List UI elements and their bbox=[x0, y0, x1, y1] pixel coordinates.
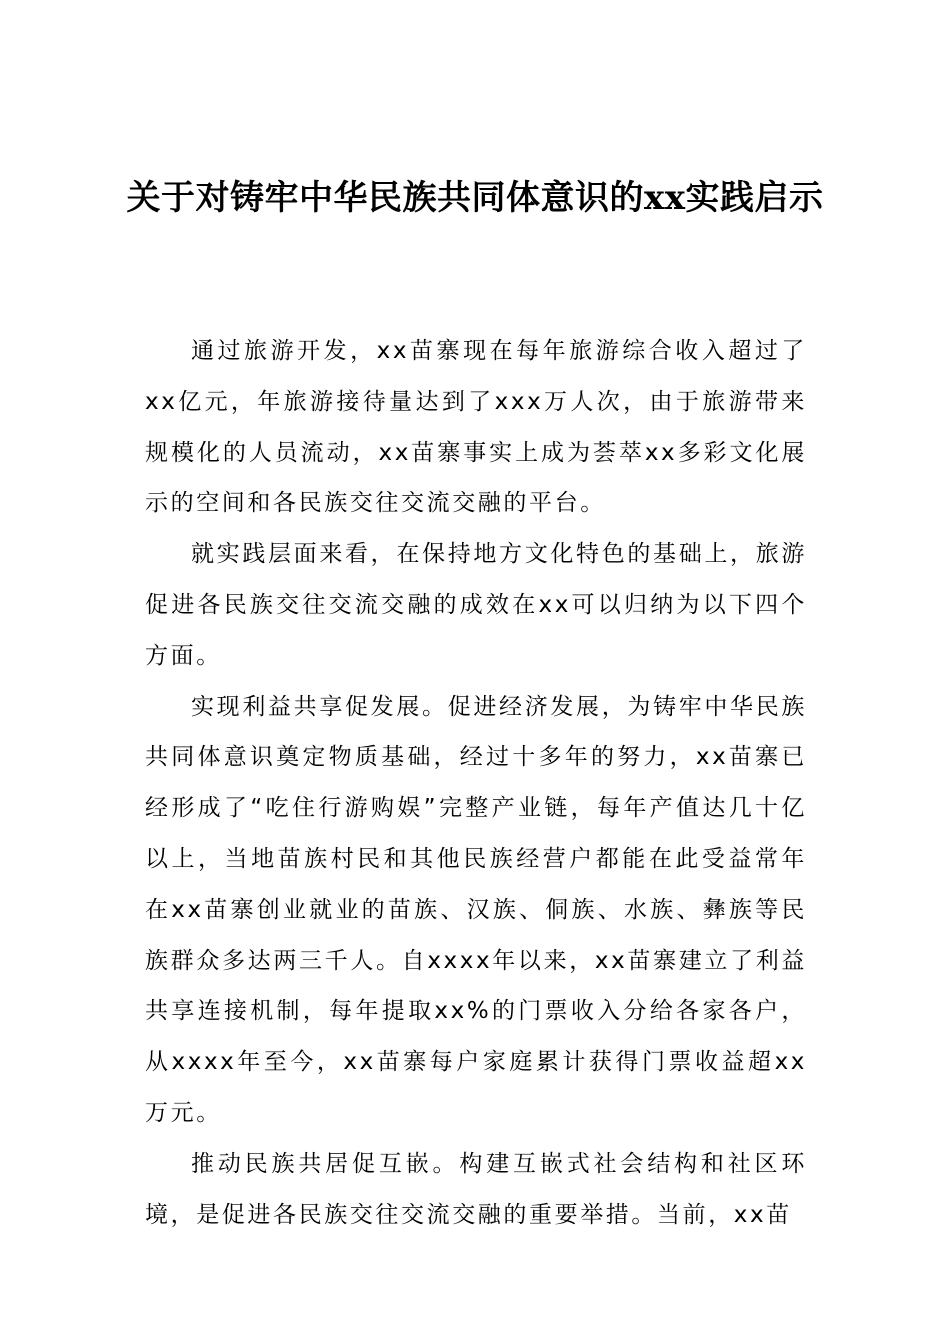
document-title: 关于对铸牢中华民族共同体意识的xx实践启示 bbox=[126, 178, 824, 218]
paragraph-benefit-sharing: 实现利益共享促发展。促进经济发展，为铸牢中华民族共同体意识奠定物质基础，经过十多年的努力，xx苗寨已经形成了“吃住行游购娱”完整产业链，每年产值达几十亿以上，当地苗族村民和其他民族经营户都能在此受益常年在xx苗寨创业就业的苗族、汉族、侗族、水族、彝族等民族群众多达两三千人。自xxxx年以来，xx苗寨建立了利益共享连接机制，每年提取xx%的门票收入分给各家各户，从xxxx年至今，xx苗寨每户家庭累计获得门票收益超xx万元。 bbox=[145, 693, 807, 1126]
paragraph-tourism-revenue: 通过旅游开发，xx苗寨现在每年旅游综合收入超过了xx亿元，年旅游接待量达到了xxx万人次，由于旅游带来规模化的人员流动，xx苗寨事实上成为荟萃xx多彩文化展示的空间和各民族交往交流交融的平台。 bbox=[145, 338, 807, 517]
paragraph-practice-overview: 就实践层面来看，在保持地方文化特色的基础上，旅游促进各民族交往交流交融的成效在xx可以归纳为以下四个方面。 bbox=[145, 541, 807, 669]
document-body bbox=[145, 326, 807, 1240]
paragraph-ethnic-cohabitation: 推动民族共居促互嵌。构建互嵌式社会结构和社区环境，是促进各民族交往交流交融的重要举措。当前，xx苗 bbox=[145, 1150, 807, 1228]
